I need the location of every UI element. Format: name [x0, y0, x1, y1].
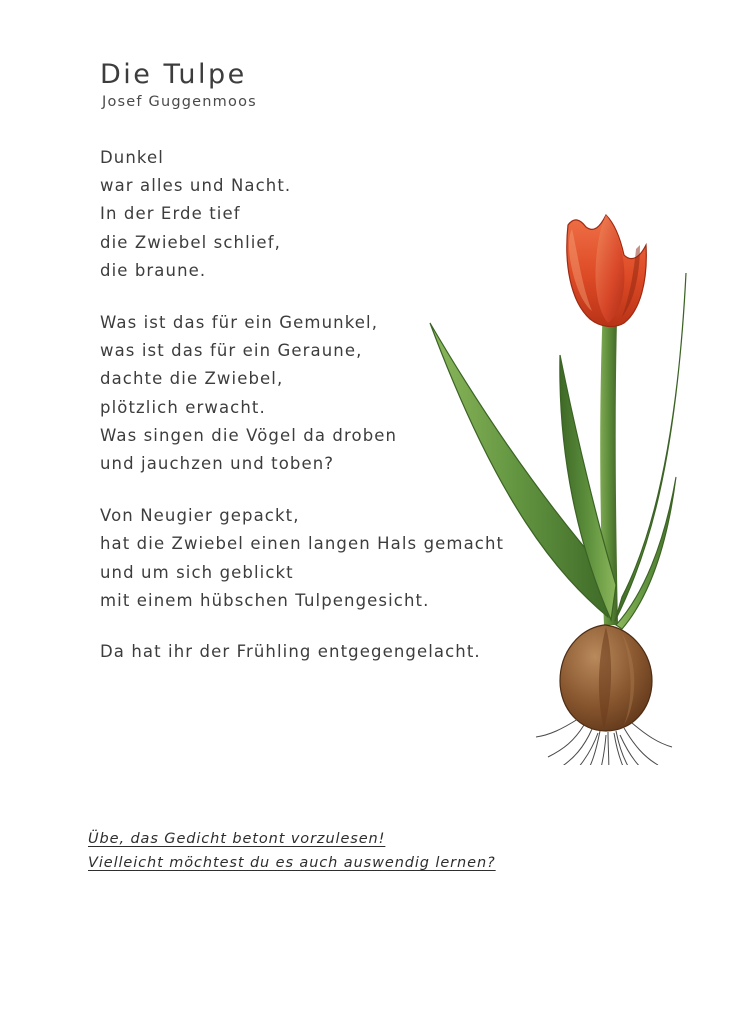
poem-line: und um sich geblickt — [100, 562, 294, 582]
poem-line: Da hat ihr der Frühling entgegengelacht. — [100, 642, 481, 662]
tulip-flower-shape — [567, 215, 646, 326]
poem-line: die Zwiebel schlief, — [100, 232, 281, 252]
footer-note-line: Übe, das Gedicht betont vorzulesen! — [88, 831, 386, 847]
poem-line: war alles und Nacht. — [100, 176, 292, 196]
leaf-right-lower-shape — [616, 477, 676, 629]
poem-line: die braune. — [100, 261, 207, 281]
tulip-plant-illustration — [408, 105, 708, 765]
poem-line: Was singen die Vögel da droben — [100, 426, 398, 446]
poem-line: hat die Zwiebel einen langen Hals gemacht — [100, 534, 505, 554]
footer-note-line: Vielleicht möchtest du es auch auswendig lernen? — [88, 854, 496, 871]
poem-line: und jauchzen und toben? — [100, 454, 335, 474]
poem-line: Was ist das für ein Gemunkel, — [100, 312, 379, 332]
poem-line: Von Neugier gepackt, — [100, 505, 300, 525]
poem-line: was ist das für ein Geraune, — [100, 340, 363, 360]
poem-line: In der Erde tief — [100, 204, 241, 224]
poem-line: Dunkel — [100, 147, 164, 167]
footer-note — [88, 828, 518, 876]
bulb-shape — [560, 625, 652, 731]
poem-line: mit einem hübschen Tulpengesicht. — [100, 590, 430, 610]
page-title: Die Tulpe — [100, 59, 247, 90]
poem-author: Josef Guggenmoos — [102, 93, 257, 110]
poem-line: dachte die Zwiebel, — [100, 369, 284, 389]
poem-line: plötzlich erwacht. — [100, 397, 266, 417]
